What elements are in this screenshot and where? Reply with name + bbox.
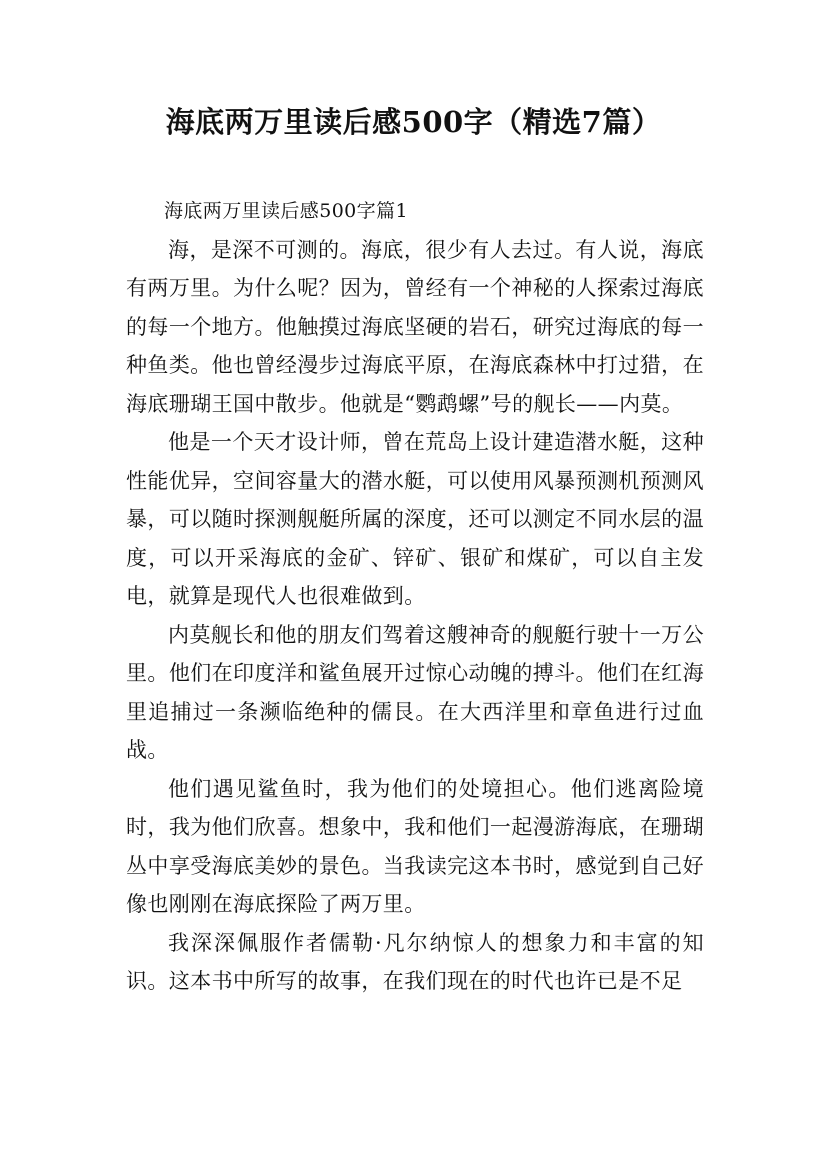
paragraph: 我深深佩服作者儒勒·凡尔纳惊人的想象力和丰富的知识。这本书中所写的故事，在我们现在的时代也许已是不足 <box>126 930 704 993</box>
document-body <box>126 192 704 1001</box>
paragraph: 内莫舰长和他的朋友们驾着这艘神奇的舰艇行驶十一万公里。他们在印度洋和鲨鱼展开过惊心动魄的搏斗。他们在红海里追捕过一条濒临绝种的儒艮。在大西洋里和章鱼进行过血战。 <box>126 622 704 762</box>
document-title: 海底两万里读后感500字（精选7篇） <box>165 105 662 139</box>
section-heading: 海底两万里读后感500字篇1 <box>164 200 408 222</box>
paragraph: 他是一个天才设计师，曾在荒岛上设计建造潜水艇，这种性能优异，空间容量大的潜水艇，可以使用风暴预测机预测风暴，可以随时探测舰艇所属的深度，还可以测定不同水层的温度，可以开采海底的金矿、锌矿、银矿和煤矿，可以自主发电，就算是现代人也很难做到。 <box>126 430 704 608</box>
paragraph: 海，是深不可测的。海底，很少有人去过。有人说，海底有两万里。为什么呢？因为，曾经有一个神秘的人探索过海底的每一个地方。他触摸过海底坚硬的岩石，研究过海底的每一种鱼类。他也曾经漫步过海底平原，在海底森林中打过猎，在海底珊瑚王国中散步。他就是“鹦鹉螺”号的舰长——内莫。 <box>126 237 704 416</box>
paragraph: 他们遇见鲨鱼时，我为他们的处境担心。他们逃离险境时，我为他们欣喜。想象中，我和他们一起漫游海底，在珊瑚丛中享受海底美妙的景色。当我读完这本书时，感觉到自己好像也刚刚在海底探险了两万里。 <box>126 776 704 916</box>
